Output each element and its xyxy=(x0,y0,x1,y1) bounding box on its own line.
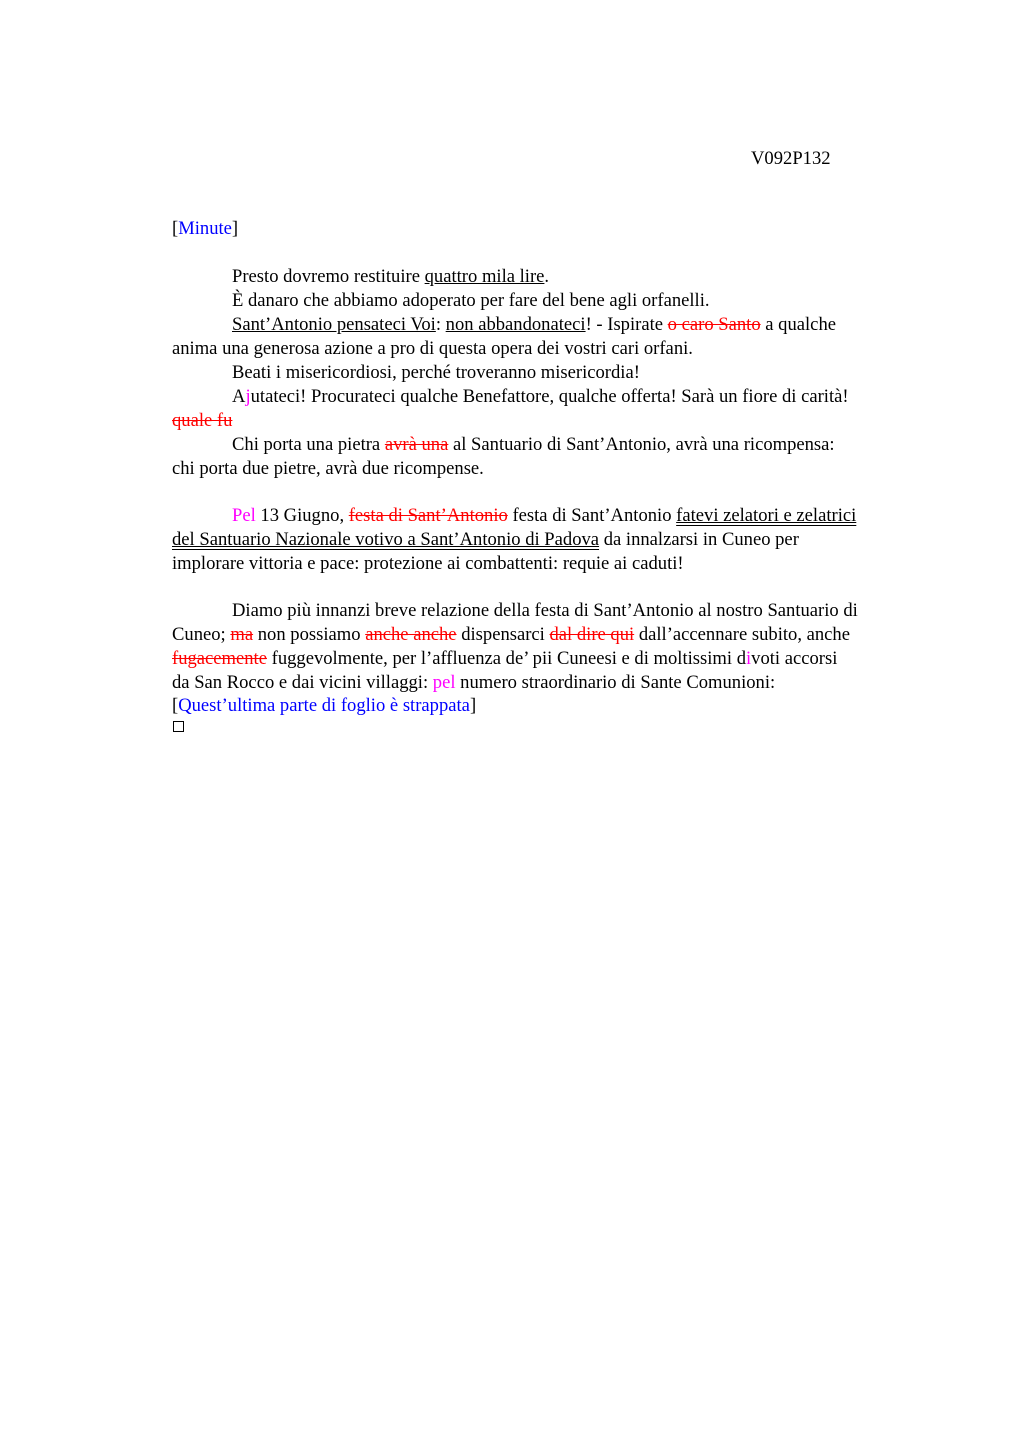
underlined-phrase: non abbandonateci xyxy=(445,314,586,335)
corrected-letter: j xyxy=(245,386,251,407)
editorial-note xyxy=(172,694,476,718)
text-run: non possiamo xyxy=(253,624,366,645)
paragraph-report-line-3 xyxy=(172,647,837,671)
deleted-text: festa di Sant’Antonio xyxy=(348,505,508,526)
text-run: fuggevolmente, per l’affluenza de’ pii Cuneesi e di moltissimi d xyxy=(266,648,746,669)
bracket-open: [ xyxy=(172,218,179,239)
underlined-amount: quattro mila lire xyxy=(424,266,545,287)
corrected-word: pel xyxy=(432,672,456,693)
paragraph-beatitude: Beati i misericordiosi, perché troveranno misericordia! xyxy=(232,362,640,383)
text-run: . xyxy=(544,266,550,287)
paragraph-june-line-2 xyxy=(172,528,799,552)
paragraph-june-line-1 xyxy=(232,504,856,528)
bracket-close: ] xyxy=(469,695,477,716)
text-run: dispensarci xyxy=(456,624,550,645)
paragraph-help xyxy=(232,385,849,409)
paragraph-report-line-4 xyxy=(172,671,775,695)
paragraph-report-line-2 xyxy=(172,623,850,647)
deleted-text: quale fu xyxy=(172,410,233,431)
deleted-text: o caro Santo xyxy=(667,314,761,335)
deleted-text: ma xyxy=(230,624,254,645)
document-id: V092P132 xyxy=(751,148,831,169)
double-underlined-phrase: del Santuario Nazionale votivo a Sant’Antonio di Padova xyxy=(172,529,600,550)
paragraph-report-line-1: Diamo più innanzi breve relazione della festa di Sant’Antonio al nostro Santuario di xyxy=(232,600,858,621)
text-run: Cuneo; xyxy=(172,624,231,645)
text-run: 13 Giugno, xyxy=(255,505,349,526)
text-run: ! - Ispirate xyxy=(585,314,668,335)
deleted-text: anche anche xyxy=(365,624,457,645)
text-run: numero straordinario di Sante Comunioni: xyxy=(455,672,776,693)
underlined-phrase: Sant’Antonio pensateci Voi xyxy=(232,314,436,335)
paragraph-appeal-line-1 xyxy=(232,313,836,337)
paragraph-help-deletion xyxy=(172,409,232,433)
paragraph-june-line-3: implorare vittoria e pace: protezione ai combattenti: requie ai caduti! xyxy=(172,553,684,574)
paragraph-orphans: È danaro che abbiamo adoperato per fare del bene agli orfanelli. xyxy=(232,290,710,311)
paragraph-stones-line-1 xyxy=(232,433,835,457)
text-run: voti accorsi xyxy=(751,648,838,669)
text-run: A xyxy=(232,386,246,407)
bracket-open: [ xyxy=(172,695,179,716)
torn-page-note: Quest’ultima parte di foglio è strappata xyxy=(178,695,470,716)
minute-header xyxy=(172,217,238,241)
corrected-letter: i xyxy=(746,648,752,669)
text-run: Presto dovremo restituire xyxy=(232,266,425,287)
text-run: festa di Sant’Antonio xyxy=(507,505,677,526)
paragraph-appeal-line-2: anima una generosa azione a pro di questa opera dei vostri cari orfani. xyxy=(172,338,693,359)
text-run: da innalzarsi in Cuneo per xyxy=(599,529,799,550)
text-run: : xyxy=(435,314,446,335)
text-run: al Santuario di Sant’Antonio, avrà una ricompensa: xyxy=(448,434,835,455)
paragraph-restitution xyxy=(232,265,549,289)
text-run: utateci! Procurateci qualche Benefattore, qualche offerta! Sarà un fiore di carità! xyxy=(250,386,849,407)
empty-square-icon xyxy=(173,721,184,732)
text-run: a qualche xyxy=(760,314,836,335)
deleted-text: fugacemente xyxy=(172,648,267,669)
deleted-text: dal dire qui xyxy=(549,624,635,645)
text-run: da San Rocco e dai vicini villaggi: xyxy=(172,672,433,693)
minute-label: Minute xyxy=(178,218,232,239)
text-run: Chi porta una pietra xyxy=(232,434,385,455)
deleted-text: avrà una xyxy=(384,434,449,455)
corrected-word: Pel xyxy=(232,505,256,526)
double-underlined-phrase: fatevi zelatori e zelatrici xyxy=(676,505,857,526)
paragraph-stones-line-2: chi porta due pietre, avrà due ricompense. xyxy=(172,458,484,479)
text-run: dall’accennare subito, anche xyxy=(634,624,850,645)
bracket-close: ] xyxy=(231,218,239,239)
